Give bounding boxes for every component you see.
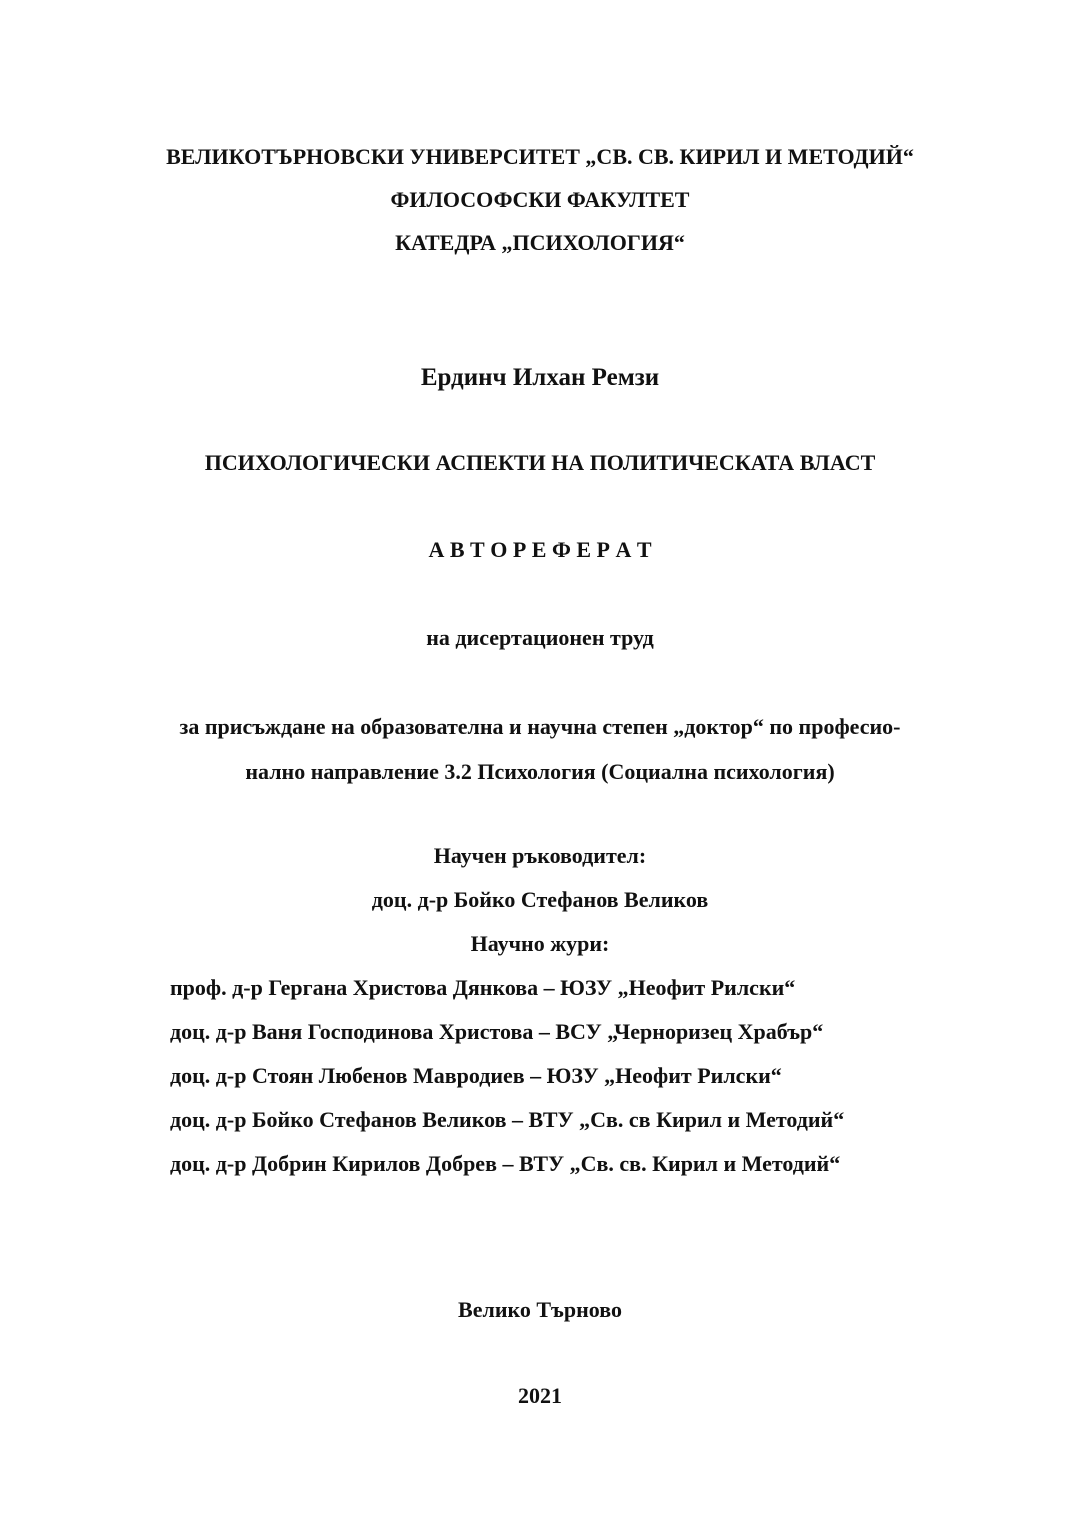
author-name: Ердинч Илхан Ремзи — [420, 364, 660, 391]
dissertation-title: ПСИХОЛОГИЧЕСКИ АСПЕКТИ НА ПОЛИТИЧЕСКАТА ВЛАСТ — [204, 450, 876, 475]
purpose-line-1: за присъждане на образователна и научна степен „доктор“ по професио- — [179, 714, 901, 739]
jury-member: доц. д-р Ваня Господинова Христова – ВСУ „Черноризец Храбър“ — [170, 1019, 824, 1044]
jury-member: проф. д-р Гергана Христова Дянкова – ЮЗУ „Неофит Рилски“ — [170, 975, 796, 1000]
supervisor-label: Научен ръководител: — [433, 843, 647, 868]
jury-member: доц. д-р Добрин Кирилов Добрев – ВТУ „Св. св. Кирил и Методий“ — [170, 1151, 841, 1176]
document-type: А В Т О Р Е Ф Е Р А Т — [428, 537, 652, 562]
purpose-line-2: нално направление 3.2 Психология (Социална психология) — [245, 759, 835, 784]
document-subtitle: на дисертационен труд — [426, 625, 654, 650]
jury-member: доц. д-р Стоян Любенов Мавродиев – ЮЗУ „Неофит Рилски“ — [170, 1063, 782, 1088]
year: 2021 — [518, 1383, 562, 1408]
city: Велико Търново — [458, 1297, 622, 1322]
faculty-name: ФИЛОСОФСКИ ФАКУЛТЕТ — [390, 187, 690, 212]
jury-label: Научно жури: — [470, 931, 610, 956]
jury-member: доц. д-р Бойко Стефанов Великов – ВТУ „Св. св Кирил и Методий“ — [170, 1107, 845, 1132]
supervisor-name: доц. д-р Бойко Стефанов Великов — [371, 887, 709, 912]
university-name: ВЕЛИКОТЪРНОВСКИ УНИВЕРСИТЕТ „СВ. СВ. КИРИЛ И МЕТОДИЙ“ — [166, 144, 914, 169]
department-name: КАТЕДРА „ПСИХОЛОГИЯ“ — [395, 230, 685, 255]
